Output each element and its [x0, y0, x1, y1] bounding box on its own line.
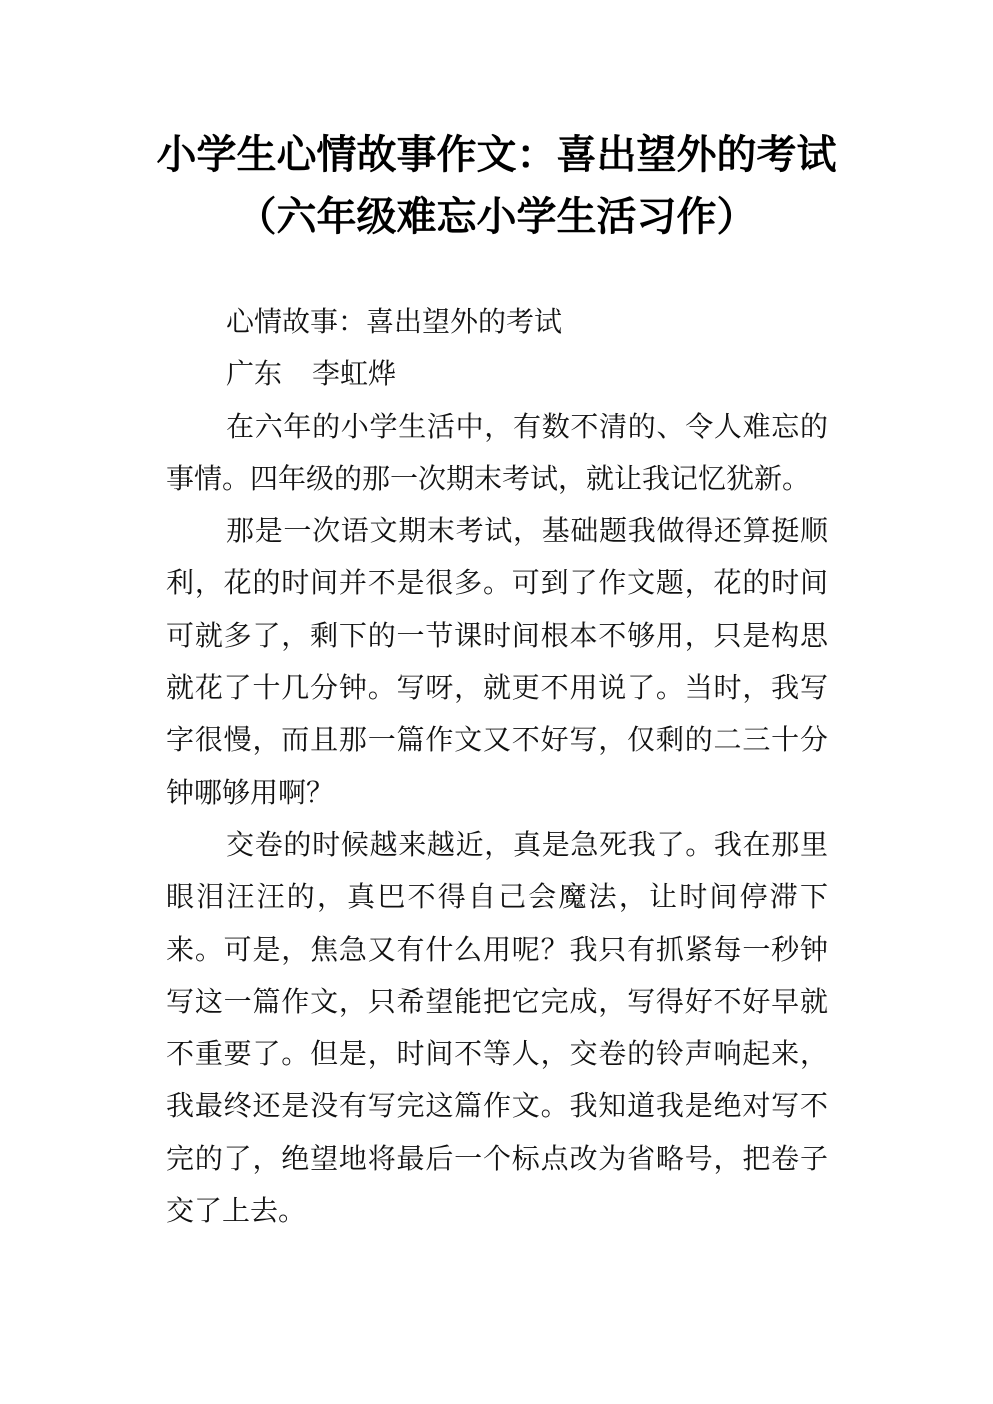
document-title: 小学生心情故事作文：喜出望外的考试（六年级难忘小学生活习作） — [156, 132, 837, 240]
author-line — [166, 348, 828, 400]
paragraph-3: 交卷的时候越来越近，真是急死我了。我在那里眼泪汪汪的，真巴不得自己会魔法，让时间停滞下来。可是，焦急又有什么用呢？我只有抓紧每一秒钟写这一篇作文，只希望能把它完成，写得好不好早就不重要了。但是，时间不等人，交卷的铃声响起来，我最终还是没有写完这篇作文。我知道我是绝对写不完的了，绝望地将最后一个标点改为省略号，把卷子交了上去。 — [166, 827, 828, 1228]
paragraph-2: 那是一次语文期末考试，基础题我做得还算挺顺利，花的时间并不是很多。可到了作文题，花的时间可就多了，剩下的一节课时间根本不够用，只是构思就花了十几分钟。写呀，就更不用说了。当时，我写字很慢，而且那一篇作文又不好写，仅剩的二三十分钟哪够用啊？ — [166, 514, 828, 809]
author-region: 广东 — [226, 357, 283, 391]
document-body — [166, 296, 828, 1237]
essay-subtitle: 心情故事：喜出望外的考试 — [226, 305, 563, 338]
paragraph-1: 在六年的小学生活中，有数不清的、令人难忘的事情。四年级的那一次期末考试，就让我记忆犹新。 — [166, 409, 828, 495]
author-name: 李虹烨 — [312, 357, 397, 391]
